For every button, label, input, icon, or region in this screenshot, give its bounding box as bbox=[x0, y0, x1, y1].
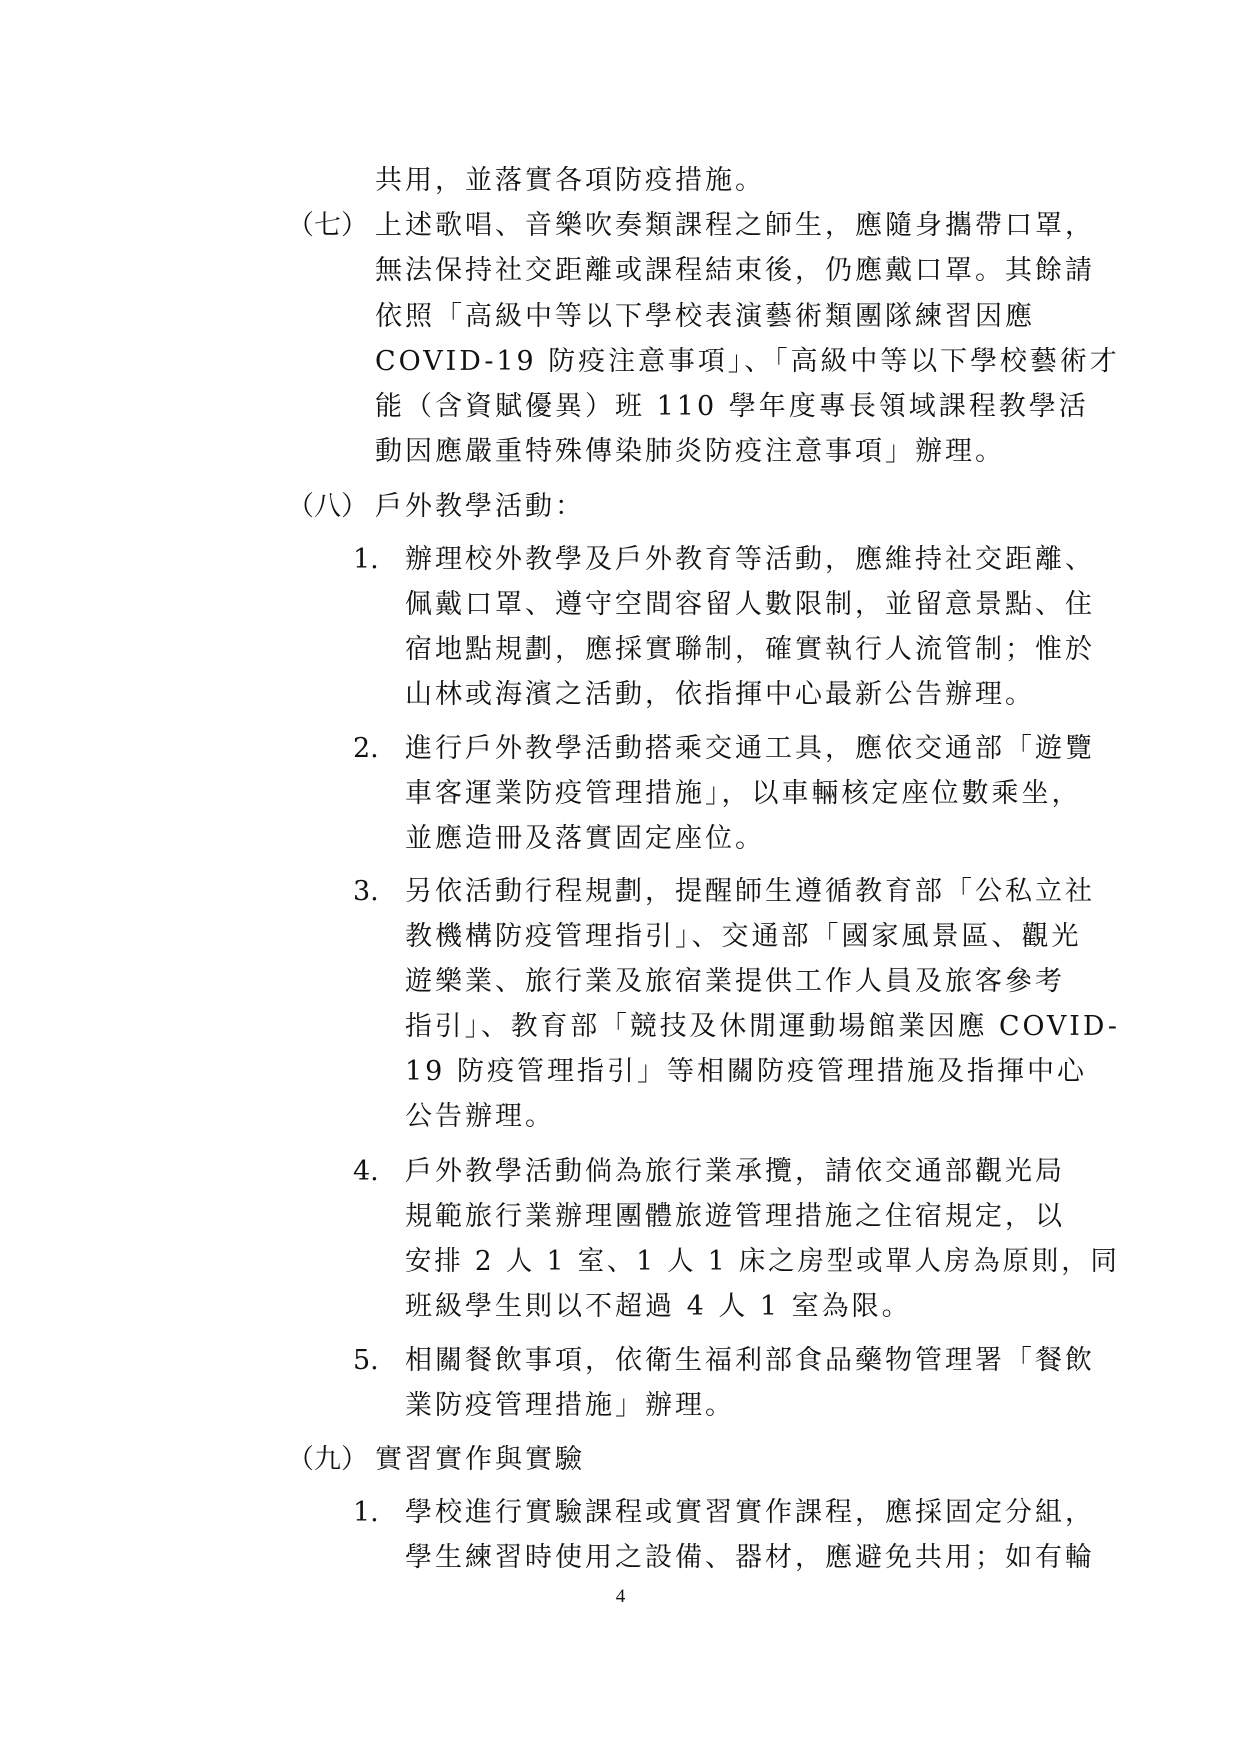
item-line: 山林或海濱之活動，依指揮中心最新公告辦理。 bbox=[405, 679, 1035, 710]
section-9-marker: （九） bbox=[287, 1444, 368, 1475]
item-line: 辦理校外教學及戶外教育等活動，應維持社交距離、 bbox=[405, 544, 1095, 575]
item-line: 教機構防疫管理指引」、交通部「國家風景區、觀光 bbox=[405, 921, 1082, 952]
item-number: 3. bbox=[353, 876, 379, 907]
item-line: 19 防疫管理指引」等相關防疫管理措施及指揮中心 bbox=[405, 1056, 1087, 1087]
item-line: 車客運業防疫管理措施」，以車輛核定座位數乘坐， bbox=[405, 778, 1082, 809]
section-7-line: 動因應嚴重特殊傳染肺炎防疫注意事項」辦理。 bbox=[375, 436, 1005, 467]
continuation-line: 共用，並落實各項防疫措施。 bbox=[375, 165, 765, 196]
item-line: 公告辦理。 bbox=[405, 1101, 555, 1132]
item-number: 5. bbox=[353, 1345, 379, 1376]
section-7-line: 無法保持社交距離或課程結束後，仍應戴口罩。其餘請 bbox=[375, 255, 1095, 286]
section-7-line: 能（含資賦優異）班 110 學年度專長領域課程教學活 bbox=[375, 391, 1089, 422]
page-number: 4 bbox=[615, 1586, 626, 1607]
item-number: 1. bbox=[353, 1497, 379, 1528]
item-line: 規範旅行業辦理團體旅遊管理措施之住宿規定，以 bbox=[405, 1201, 1065, 1232]
item-line: 佩戴口罩、遵守空間容留人數限制，並留意景點、住 bbox=[405, 589, 1095, 620]
item-number: 1. bbox=[353, 544, 379, 575]
item-line: 業防疫管理措施」辦理。 bbox=[405, 1390, 735, 1421]
section-7-line: 上述歌唱、音樂吹奏類課程之師生，應隨身攜帶口罩， bbox=[375, 210, 1095, 241]
section-7-marker: （七） bbox=[287, 210, 368, 241]
section-9-heading: 實習實作與實驗 bbox=[375, 1444, 585, 1475]
item-line: 宿地點規劃，應採實聯制，確實執行人流管制；惟於 bbox=[405, 634, 1095, 665]
section-8-heading: 戶外教學活動： bbox=[375, 491, 585, 522]
section-8-marker: （八） bbox=[287, 491, 368, 522]
section-7-line: 依照「高級中等以下學校表演藝術類團隊練習因應 bbox=[375, 301, 1035, 332]
item-line: 另依活動行程規劃，提醒師生遵循教育部「公私立社 bbox=[405, 876, 1095, 907]
item-line: 指引」、教育部「競技及休閒運動場館業因應 COVID- bbox=[405, 1011, 1120, 1042]
item-number: 2. bbox=[353, 733, 379, 764]
item-line: 學校進行實驗課程或實習實作課程，應採固定分組， bbox=[405, 1497, 1095, 1528]
item-line: 安排 2 人 1 室、1 人 1 床之房型或單人房為原則，同 bbox=[405, 1246, 1120, 1277]
item-line: 戶外教學活動倘為旅行業承攬，請依交通部觀光局 bbox=[405, 1156, 1065, 1187]
item-line: 相關餐飲事項，依衛生福利部食品藥物管理署「餐飲 bbox=[405, 1345, 1095, 1376]
section-7-line: COVID-19 防疫注意事項」、「高級中等以下學校藝術才 bbox=[375, 346, 1120, 377]
item-line: 班級學生則以不超過 4 人 1 室為限。 bbox=[405, 1291, 912, 1322]
item-line: 並應造冊及落實固定座位。 bbox=[405, 823, 765, 854]
item-line: 學生練習時使用之設備、器材，應避免共用；如有輪 bbox=[405, 1542, 1095, 1573]
item-number: 4. bbox=[353, 1156, 379, 1187]
item-line: 進行戶外教學活動搭乘交通工具，應依交通部「遊覽 bbox=[405, 733, 1095, 764]
item-line: 遊樂業、旅行業及旅宿業提供工作人員及旅客參考 bbox=[405, 966, 1065, 997]
